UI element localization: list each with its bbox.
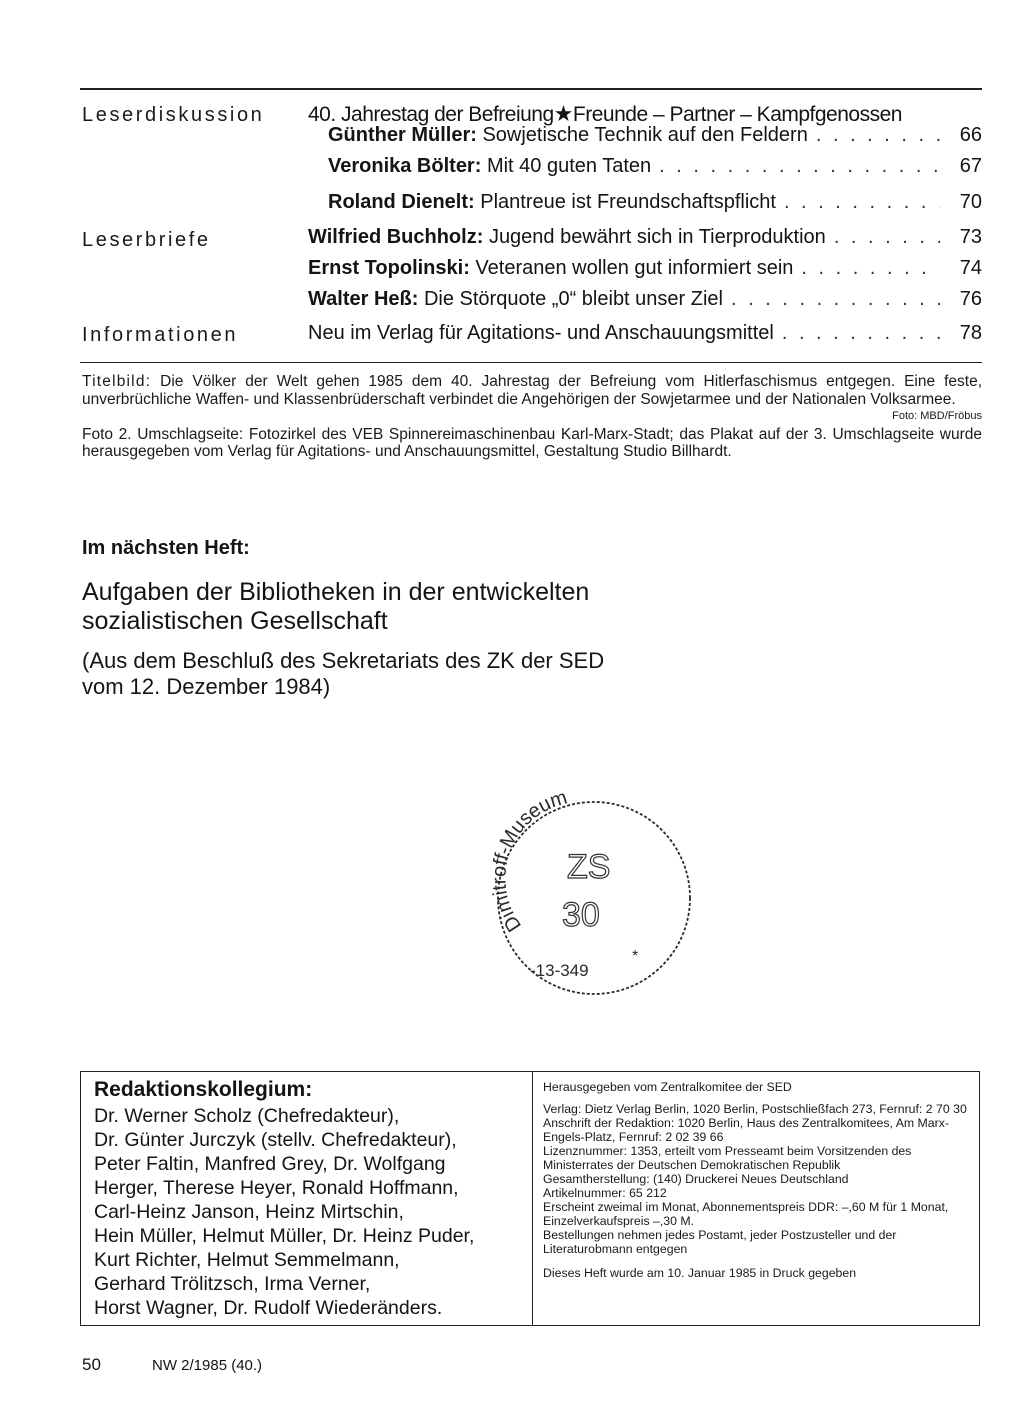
editorial-member-line: Carl-Heinz Janson, Heinz Mirtschin,: [94, 1201, 404, 1223]
caption-text: Die Völker der Welt gehen 1985 dem 40. Jahrestag der Befreiung vom Hitlerfaschismus entgegen. Eine feste, unverbrüchliche Waffen- und Klassenbrüderschaft verbindet die Angehörigen der Sowjetarmee und der Nationalen Volksarmee.: [82, 373, 982, 408]
editorial-member-line: Hein Müller, Helmut Müller, Dr. Heinz Puder,: [94, 1225, 475, 1247]
editorial-member-line: Horst Wagner, Dr. Rudolf Wiederänders.: [94, 1297, 443, 1319]
toc-heading-right: Freunde – Partner – Kampfgenossen: [572, 103, 902, 126]
publisher-line: Verlag: Dietz Verlag Berlin, 1020 Berlin, Postschließfach 273, Fernruf: 2 70 30: [543, 1102, 967, 1116]
toc-entry[interactable]: [328, 124, 982, 152]
editorial-board-title: Redaktionskollegium:: [94, 1078, 313, 1101]
toc-entry[interactable]: [308, 257, 982, 285]
next-issue-title-line: Aufgaben der Bibliotheken in der entwickelten: [82, 578, 590, 606]
caption-credit-row: [82, 408, 982, 426]
toc-leader-dots: [834, 226, 940, 249]
top-rule: [80, 88, 982, 90]
section-label-leserbriefe: Leserbriefe: [82, 229, 211, 251]
editorial-member-line: Gerhard Trölitzsch, Irma Verner,: [94, 1273, 371, 1295]
page-number: 50: [82, 1355, 101, 1374]
toc-entry-author: Roland Dienelt:: [328, 191, 475, 213]
section-label-leserdiskussion: Leserdiskussion: [82, 104, 265, 126]
toc-entry-page: 78: [959, 322, 982, 344]
next-issue-title-line: sozialistischen Gesellschaft: [82, 607, 388, 635]
editorial-member-line: Kurt Richter, Helmut Semmelmann,: [94, 1249, 400, 1271]
issue-reference: NW 2/1985 (40.): [152, 1357, 263, 1374]
library-stamp: [482, 786, 702, 1006]
photo-credit: Foto: MBD/Fröbus: [892, 410, 982, 422]
star-icon: ★: [553, 101, 573, 126]
caption-title-paragraph: [82, 373, 982, 408]
toc-entry[interactable]: [308, 226, 982, 254]
publisher-line: Dieses Heft wurde am 10. Januar 1985 in Druck gegeben: [543, 1266, 857, 1280]
toc-entry-page: 66: [959, 124, 982, 146]
next-issue-subtitle: [82, 648, 782, 700]
stamp-code-bottom: 30: [562, 896, 600, 934]
toc-entry[interactable]: [308, 322, 982, 350]
toc-entry-title: Sowjetische Technik auf den Feldern: [482, 124, 808, 146]
toc-leader-dots: [801, 257, 940, 280]
toc-entry-page: 67: [959, 155, 982, 177]
toc-entry-page: 70: [959, 191, 982, 213]
asterisk-icon: *: [632, 948, 639, 965]
imprint-divider: [532, 1072, 533, 1325]
publisher-line: Herausgegeben vom Zentralkomitee der SED: [543, 1080, 792, 1094]
editorial-member-line: Dr. Günter Jurczyk (stellv. Chefredakteur),: [94, 1129, 457, 1151]
middle-rule: [80, 362, 982, 363]
toc-entry-author: Wilfried Buchholz:: [308, 226, 484, 248]
toc-entry-author: Günther Müller:: [328, 124, 477, 146]
toc-leader-dots: [731, 288, 940, 311]
publisher-line: Bestellungen nehmen jedes Postamt, jeder Postzusteller und der Literaturobmann entgegen: [543, 1228, 897, 1256]
toc-entry-title: Jugend bewährt sich in Tierproduktion: [488, 226, 826, 248]
toc-entry-page: 74: [959, 257, 982, 279]
next-issue-subtitle-line: vom 12. Dezember 1984): [82, 674, 331, 699]
toc-entry[interactable]: [328, 191, 982, 219]
toc-entry-page: 73: [959, 226, 982, 248]
publisher-line: Gesamtherstellung: (140) Druckerei Neues Deutschland: [543, 1172, 849, 1186]
toc-entry-author: Ernst Topolinski:: [308, 257, 470, 279]
next-issue-subtitle-line: (Aus dem Beschluß des Sekretariats des ZK der SED: [82, 648, 605, 673]
publisher-line: Erscheint zweimal im Monat, Abonnementspreis DDR: –,60 M für 1 Monat, Einzelverkaufspreis –,30 M.: [543, 1200, 949, 1228]
section-label-informationen: Informationen: [82, 324, 239, 346]
editorial-member-line: Herger, Therese Heyer, Ronald Hoffmann,: [94, 1177, 459, 1199]
toc-entry[interactable]: [308, 288, 982, 316]
stamp-code-top: ZS: [567, 848, 611, 886]
toc-entry-title: Veteranen wollen gut informiert sein: [475, 257, 794, 279]
imprint-box: [80, 1071, 980, 1326]
toc-entry-page: 76: [959, 288, 982, 310]
publisher-line: Lizenznummer: 1353, erteilt vom Presseamt beim Vorsitzenden des Ministerrates der Deutschen Demokratischen Republik: [543, 1144, 912, 1172]
next-issue-label: Im nächsten Heft:: [82, 537, 250, 559]
cover-caption: [82, 373, 982, 461]
toc-entry-author: Veronika Bölter:: [328, 155, 482, 177]
toc-entry[interactable]: [328, 155, 982, 183]
toc-leader-dots: [659, 155, 940, 178]
toc-leader-dots: [816, 124, 940, 147]
caption-photo2: Foto 2. Umschlagseite: Fotozirkel des VEB Spinnereimaschinenbau Karl-Marx-Stadt; das Plakat auf der 3. Umschlagseite wurde herausgegeben vom Verlag für Agitations- und Anschauungsmittel, Gestaltung Studio Billhardt.: [82, 425, 982, 460]
stamp-bottom-text: -13-349: [530, 961, 589, 980]
toc-entry-author: Walter Heß:: [308, 288, 419, 310]
editorial-member-line: Peter Faltin, Manfred Grey, Dr. Wolfgang: [94, 1153, 446, 1175]
toc-entry-title: Mit 40 guten Taten: [486, 155, 652, 177]
toc-entry-title: Neu im Verlag für Agitations- und Anschauungsmittel: [308, 322, 774, 344]
toc-leader-dots: [784, 191, 940, 214]
publisher-info: [543, 1080, 975, 1280]
editorial-board: [94, 1078, 524, 1320]
publisher-line: Artikelnummer: 65 212: [543, 1186, 667, 1200]
toc-entry-title: Plantreue ist Freundschaftspflicht: [480, 191, 776, 213]
publisher-line: Anschrift der Redaktion: 1020 Berlin, Haus des Zentralkomitees, Am Marx-Engels-Platz, Fernruf: 2 02 39 66: [543, 1116, 949, 1144]
toc-leader-dots: [782, 322, 940, 345]
toc-entry-title: Die Störquote „0“ bleibt unser Ziel: [423, 288, 723, 310]
caption-label: Titelbild:: [82, 373, 152, 390]
next-issue-title: [82, 578, 782, 636]
stamp-ring-text: Dimitroff-Museum: [488, 786, 570, 936]
toc-heading-left: 40. Jahrestag der Befreiung: [308, 103, 554, 126]
editorial-member-line: Dr. Werner Scholz (Chefredakteur),: [94, 1105, 400, 1127]
